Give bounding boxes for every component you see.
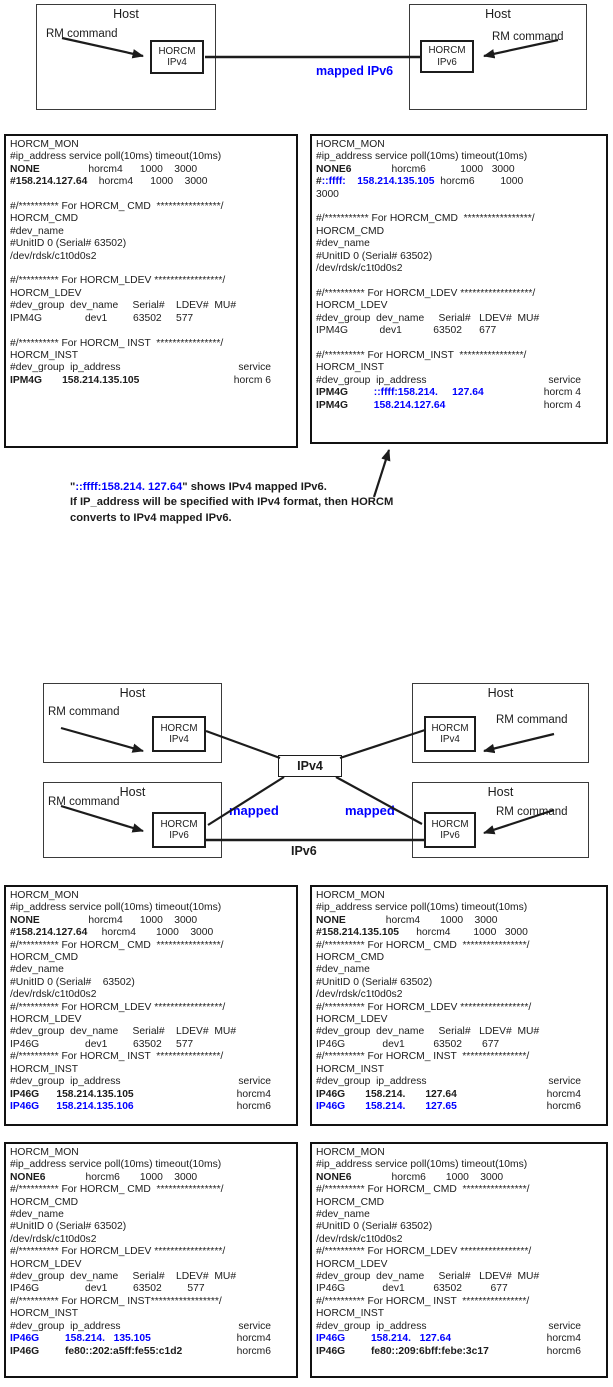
config-line: IPM4G 158.214.135.105 horcm 6	[10, 374, 271, 386]
config-line: HORCM_MON	[10, 1147, 79, 1158]
config-line	[10, 189, 291, 201]
host-title: Host	[113, 7, 139, 21]
config-line: #dev_group ip_address service	[10, 1320, 271, 1332]
config-line: IPM4G ::ffff:158.214. 127.64 horcm 4	[316, 387, 581, 399]
config-line: #dev_name	[316, 1209, 370, 1221]
config-line: IP46G dev1 63502 677	[316, 1283, 508, 1295]
config-line: #/********** For HORCM_LDEV *****************/	[316, 1001, 532, 1013]
config-line: #ip_address service poll(10ms) timeout(10ms)	[10, 902, 222, 914]
config-line: IPM4G dev1 63502 577	[10, 312, 194, 324]
rm-command-label: RM command	[492, 31, 564, 43]
config-line: #dev_group ip_address service	[316, 1320, 581, 1332]
config-line: HORCM_LDEV	[10, 287, 82, 299]
horcm-proto-label: IPv6	[437, 56, 457, 68]
config-line: #ip_address service poll(10ms) timeout(10ms)	[316, 902, 528, 914]
config-line: #dev_group ip_address service	[316, 1076, 581, 1088]
config-line: #UnitID 0 (Serial# 63502)	[10, 976, 135, 988]
ipv6-network-label: IPv6	[291, 844, 317, 858]
config-line: #dev_name	[10, 225, 64, 237]
config-line: HORCM_CMD	[316, 225, 385, 237]
config-line: HORCM_CMD	[10, 1196, 79, 1208]
config-line: #dev_group ip_address service	[10, 362, 271, 374]
config-line: IP46G 158.214. 135.105 horcm4	[10, 1333, 271, 1345]
config-line: HORCM_INST	[10, 1063, 79, 1075]
config-line: #/********** For HORCM_ INST ****************/	[316, 1051, 530, 1063]
horcm-ipv6-box	[424, 812, 476, 848]
config-line: NONE horcm4 1000 3000	[10, 914, 198, 926]
config-line: /dev/rdsk/c1t0d0s2	[316, 263, 403, 275]
config-line	[316, 275, 601, 287]
config-line	[316, 338, 601, 350]
horcm-ipv4-box	[424, 716, 476, 752]
config-line: #/********** For HORCM_ INST ****************/	[10, 337, 224, 349]
config-line: "::ffff:158.214. 127.64" shows IPv4 mapped IPv6.	[70, 481, 327, 493]
config-line: #dev_group ip_address service	[316, 374, 581, 386]
host-title: Host	[487, 785, 514, 799]
config-line: IP46G fe80::202:a5ff:fe55:c1d2 horcm6	[10, 1345, 271, 1357]
host-title: Host	[487, 686, 514, 700]
config-line: #/********** For HORCM_ CMD ****************/	[316, 1184, 530, 1196]
config-line: HORCM_INST	[316, 362, 385, 374]
config-line: #UnitID 0 (Serial# 63502)	[10, 1221, 127, 1233]
config-line: 3000	[316, 188, 339, 200]
ipv4-network-box	[278, 755, 342, 777]
horcm-proto-label: IPv4	[169, 734, 189, 745]
horcm-ipv6-box	[420, 40, 474, 73]
config-line: #/*********** For HORCM_CMD *****************/	[316, 213, 535, 225]
config-line: #/********** For HORCM_LDEV *****************/	[316, 1246, 532, 1258]
config-line: #dev_group dev_name Serial# LDEV# MU#	[316, 1026, 540, 1038]
config-line: HORCM_LDEV	[10, 1258, 82, 1270]
horcm-label: HORCM	[431, 722, 469, 734]
config-line: /dev/rdsk/c1t0d0s2	[316, 989, 403, 1001]
config-line: #ip_address service poll(10ms) timeout(10ms)	[316, 151, 528, 163]
config-line: IP46G dev1 63502 677	[316, 1038, 500, 1050]
config-line: HORCM_MON	[316, 890, 385, 901]
config-line: HORCM_CMD	[316, 952, 385, 964]
ipv4-network-label: IPv4	[297, 759, 323, 773]
config-line: HORCM_CMD	[316, 1196, 385, 1208]
horcm-label: HORCM	[160, 818, 198, 830]
horcm-config-grid-a	[4, 885, 298, 1126]
config-line: #dev_name	[10, 1209, 64, 1221]
horcm-proto-label: IPv6	[440, 830, 460, 841]
rm-command-label: RM command	[48, 796, 120, 808]
config-line: #/********** For HORCM_ INST*****************/	[10, 1295, 222, 1307]
config-line	[10, 325, 291, 337]
config-line: #/********** For HORCM_LDEV *****************/	[10, 1001, 226, 1013]
horcm-ipv6-box	[152, 812, 206, 848]
horcm-config-grid-d	[310, 1142, 608, 1378]
config-line: HORCM_MON	[316, 1147, 385, 1158]
config-line: #dev_group dev_name Serial# LDEV# MU#	[316, 312, 540, 324]
config-line: If IP_address will be specified with IPv4 format, then HORCM	[70, 496, 394, 509]
horcm-config-ipv6-host	[310, 134, 608, 444]
config-line: #/********** For HORCM_LDEV ******************/	[316, 287, 536, 299]
rm-command-label: RM command	[46, 28, 118, 40]
config-line: #UnitID 0 (Serial# 63502)	[316, 976, 433, 988]
horcm-config-grid-c	[4, 1142, 298, 1378]
rm-command-label: RM command	[496, 714, 568, 726]
horcm-config-grid-b	[310, 885, 608, 1126]
annotation-note	[70, 480, 562, 526]
mapped-label-right: mapped	[345, 803, 395, 818]
config-line: HORCM_INST	[316, 1308, 385, 1320]
config-line: #/********** For HORCM_LDEV *****************/	[10, 1246, 226, 1258]
config-line: IP46G fe80::209:6bff:febe:3c17 horcm6	[316, 1345, 581, 1357]
config-line: #dev_group ip_address service	[10, 1076, 271, 1088]
config-line: #158.214.127.64 horcm4 1000 3000	[10, 927, 214, 939]
mapped-label-left: mapped	[229, 803, 279, 818]
config-line: #ip_address service poll(10ms) timeout(10ms)	[10, 1159, 222, 1171]
config-line: #/********** For HORCM_ CMD ****************/	[10, 201, 224, 213]
host-title: Host	[485, 7, 511, 21]
config-line: IP46G dev1 63502 577	[10, 1283, 205, 1295]
config-line: HORCM_LDEV	[10, 1014, 82, 1026]
horcm-proto-label: IPv4	[167, 57, 187, 68]
config-line: HORCM_LDEV	[316, 1258, 388, 1270]
config-line: #/********** For HORCM_ CMD ****************/	[10, 1184, 224, 1196]
config-line: #dev_name	[10, 964, 64, 976]
config-line: converts to IPv4 mapped IPv6.	[70, 511, 232, 524]
config-line: IP46G 158.214. 127.65 horcm6	[316, 1100, 581, 1112]
config-line: #dev_name	[316, 238, 370, 250]
config-line: #/********** For HORCM_ CMD ****************/	[316, 939, 530, 951]
horcm-label: HORCM	[428, 45, 466, 57]
config-line: /dev/rdsk/c1t0d0s2	[10, 989, 97, 1001]
config-line: HORCM_MON	[10, 890, 79, 901]
config-line: HORCM_LDEV	[316, 300, 388, 312]
config-line: #/********** For HORCM_INST ****************/	[316, 349, 527, 361]
config-line: #/********** For HORCM_LDEV *****************/	[10, 275, 226, 287]
config-line: IPM4G 158.214.127.64 horcm 4	[316, 399, 581, 411]
config-line: IP46G 158.214.135.106 horcm6	[10, 1100, 271, 1112]
horcm-label: HORCM	[431, 818, 469, 830]
config-line: IP46G 158.214. 127.64 horcm4	[316, 1333, 581, 1345]
config-line: /dev/rdsk/c1t0d0s2	[316, 1233, 403, 1245]
horcm-proto-label: IPv4	[440, 734, 460, 745]
config-line: HORCM_MON	[10, 139, 79, 150]
horcm-ipv4-box	[152, 716, 206, 752]
config-line: #ip_address service poll(10ms) timeout(10ms)	[10, 151, 222, 163]
config-line: IP46G dev1 63502 577	[10, 1038, 194, 1050]
config-line: #158.214.127.64 horcm4 1000 3000	[10, 176, 208, 188]
config-line: IPM4G dev1 63502 677	[316, 325, 497, 337]
config-line: #UnitID 0 (Serial# 63502)	[316, 250, 433, 262]
config-line: NONE6 horcm6 1000 3000	[316, 1171, 504, 1183]
config-line: /dev/rdsk/c1t0d0s2	[10, 1233, 97, 1245]
config-line: #/********** For HORCM_ INST ****************/	[10, 1051, 224, 1063]
config-line: # ::ffff: 158.214.135.105 horcm6 1000	[316, 176, 524, 188]
config-line	[10, 263, 291, 275]
config-line: #UnitID 0 (Serial# 63502)	[10, 238, 127, 250]
horcm-label: HORCM	[160, 722, 198, 734]
config-line: HORCM_CMD	[10, 952, 79, 964]
config-line: HORCM_INST	[10, 1308, 79, 1320]
config-line: #dev_group dev_name Serial# LDEV# MU#	[316, 1271, 540, 1283]
config-line	[316, 201, 601, 213]
config-line: #ip_address service poll(10ms) timeout(10ms)	[316, 1159, 528, 1171]
config-line: #UnitID 0 (Serial# 63502)	[316, 1221, 433, 1233]
config-line: #158.214.135.105 horcm4 1000 3000	[316, 927, 528, 939]
rm-command-label: RM command	[48, 706, 120, 718]
config-line: HORCM_MON	[316, 139, 385, 150]
config-line: HORCM_INST	[316, 1063, 385, 1075]
horcm-ipv4-box	[150, 40, 204, 74]
config-line: NONE6 horcm6 1000 3000	[316, 163, 515, 175]
config-line: #dev_group dev_name Serial# LDEV# MU#	[10, 300, 237, 312]
config-line: #dev_group dev_name Serial# LDEV# MU#	[10, 1271, 237, 1283]
config-line: NONE horcm4 1000 3000	[316, 914, 498, 926]
horcm-label: HORCM	[158, 45, 196, 57]
config-line: HORCM_CMD	[10, 213, 79, 225]
config-line: HORCM_LDEV	[316, 1014, 388, 1026]
host-title: Host	[119, 686, 146, 700]
config-line: NONE horcm4 1000 3000	[10, 163, 198, 175]
config-line: HORCM_INST	[10, 349, 79, 361]
config-line: #dev_name	[316, 964, 370, 976]
config-line: #/********** For HORCM_ CMD ****************/	[10, 939, 224, 951]
config-line: /dev/rdsk/c1t0d0s2	[10, 250, 97, 262]
mapped-ipv6-label: mapped IPv6	[316, 64, 394, 78]
host-title: Host	[119, 785, 146, 799]
config-line: IP46G 158.214.135.105 horcm4	[10, 1088, 271, 1100]
config-line: #/********** For HORCM_ INST ****************/	[316, 1295, 530, 1307]
horcm-config-ipv4-host	[4, 134, 298, 448]
horcm-proto-label: IPv6	[169, 830, 189, 841]
rm-command-label: RM command	[496, 806, 568, 818]
config-line: IP46G 158.214. 127.64 horcm4	[316, 1088, 581, 1100]
config-line: #dev_group dev_name Serial# LDEV# MU#	[10, 1026, 237, 1038]
config-line: NONE6 horcm6 1000 3000	[10, 1171, 198, 1183]
